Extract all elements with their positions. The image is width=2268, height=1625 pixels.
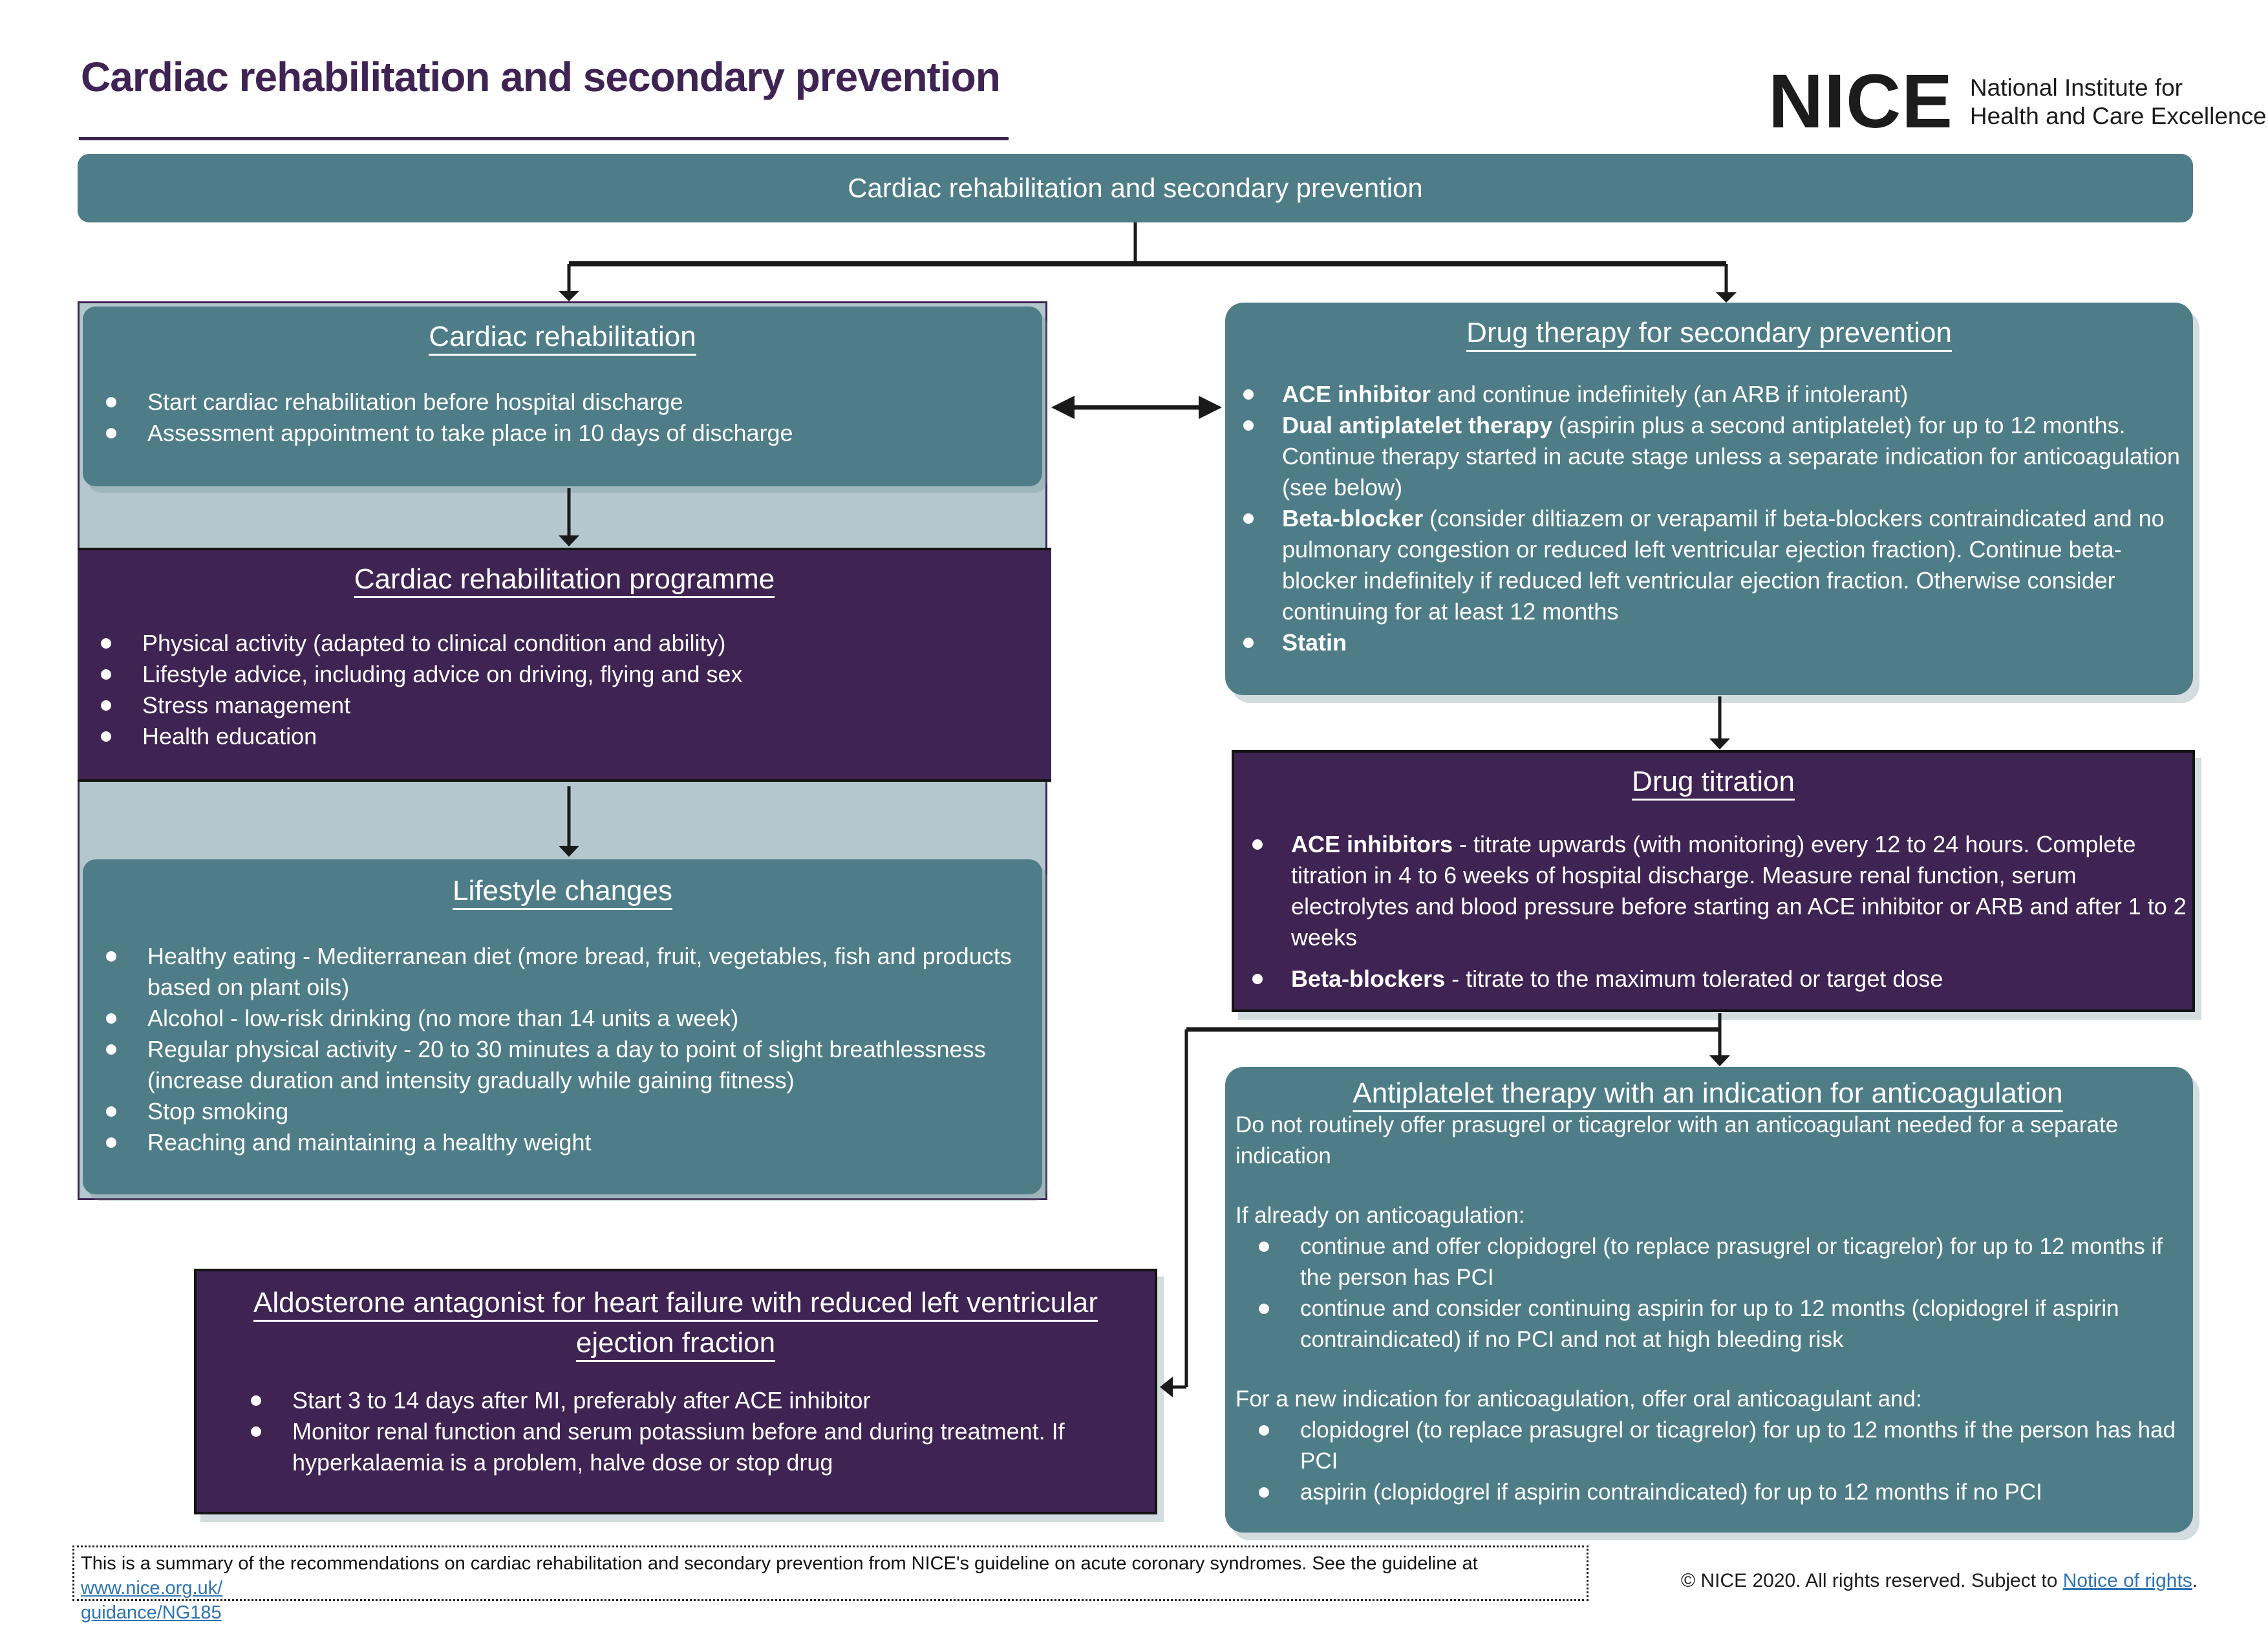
cardiac-rehabilitation-bullets (83, 387, 1042, 449)
connector-rehab-drugtherapy-bidirectional (1051, 396, 1222, 419)
footer-summary-box (72, 1545, 1589, 1623)
arrow-left-icon (1051, 396, 1075, 419)
copyright-period: . (2192, 1570, 2198, 1591)
box-drug-therapy-title: Drug therapy for secondary prevention (1466, 317, 1952, 349)
nice-logo-tagline-line2: Health and Care Excellence (1969, 103, 2267, 130)
drug-titration-bullets (1234, 829, 2192, 995)
box-rehabilitation-programme (78, 548, 1051, 782)
bullet-rest: (aspirin plus a second antiplatelet) for up to 12 months. Continue therapy started in acute stage unless a separate indication for anticoagulation (see below) (1282, 412, 2180, 500)
bullet-rest: - titrate to the maximum tolerated or target dose (1445, 965, 1943, 992)
spacer (1236, 1172, 2180, 1200)
bullet-item: Health education (78, 721, 1051, 752)
bullet-item: Physical activity (adapted to clinical condition and ability) (78, 628, 1051, 659)
arrow-right-icon (1199, 396, 1222, 419)
bullet-item: Start 3 to 14 days after MI, preferably after ACE inhibitor (215, 1385, 1137, 1416)
bullet-rest: (consider diltiazem or verapamil if beta-blockers contraindicated and no pulmonary congestion or reduced left ventricular ejection fraction). Continue beta-blocker indefinitely if reduced left ventricular ejection fraction. Otherwise consider continuing for at least 12 months (1282, 505, 2165, 625)
drug-therapy-bullets (1225, 379, 2193, 658)
arrow-left-icon (1160, 1377, 1173, 1397)
bullet-item: Monitor renal function and serum potassium before and during treatment. If hyperkalaemia is a problem, halve dose or stop drug (215, 1416, 1137, 1478)
bullet-rest: and continue indefinitely (an ARB if intolerant) (1430, 381, 1909, 407)
box-drug-titration-title: Drug titration (1632, 766, 1795, 797)
antiplatelet-intro: Do not routinely offer prasugrel or ticagrelor with an anticoagulant needed for a separate indication (1236, 1112, 2119, 1168)
arrow-down-icon (1716, 292, 1737, 303)
antiplatelet-section2-heading: For a new indication for anticoagulation, offer oral anticoagulant and: (1236, 1386, 1922, 1412)
arrow-down-icon (1709, 738, 1730, 749)
nice-logo (1768, 59, 2267, 144)
bullet-item: Start cardiac rehabilitation before hospital discharge (83, 387, 1042, 418)
footer-guideline-link-line1[interactable]: www.nice.org.uk/ (81, 1578, 223, 1598)
box-drug-titration (1232, 750, 2195, 1012)
footer-guideline-link[interactable] (81, 1578, 222, 1623)
bullet-item: Reaching and maintaining a healthy weight (83, 1127, 1042, 1158)
bullet-item: Stop smoking (83, 1096, 1042, 1127)
connector-drugtherapy-to-titration (1709, 696, 1730, 749)
notice-of-rights-link[interactable]: Notice of rights (2062, 1570, 2192, 1591)
bullet-rest: - titrate upwards (with monitoring) every 12 to 24 hours. Complete titration in 4 to 6 weeks of hospital discharge. Measure renal function, serum electrolytes and blood pressure before starting an ACE inhibitor or ARB and after 1 to 2 weeks (1291, 831, 2187, 951)
bullet-item: Stress management (78, 690, 1051, 721)
footer-summary-text: This is a summary of the recommendations on cardiac rehabilitation and secondary prevention from NICE's guideline on acute coronary syndromes. See the guideline at (81, 1553, 1478, 1574)
copyright-text: © NICE 2020. All rights reserved. Subject to (1681, 1570, 2063, 1591)
box-antiplatelet-therapy (1225, 1067, 2193, 1533)
nice-logo-tagline-line1: National Institute for (1969, 74, 2183, 101)
antiplatelet-section1-heading: If already on anticoagulation: (1236, 1203, 1525, 1228)
bullet-item (1225, 410, 2193, 503)
nice-logo-tagline (1970, 63, 2267, 131)
arrow-down-icon (559, 291, 579, 301)
box-drug-therapy (1225, 303, 2193, 695)
rehabilitation-programme-bullets (78, 628, 1051, 752)
bullet-item: clopidogrel (to replace prasugrel or ticagrelor) for up to 12 months if the person has had PCI (1236, 1415, 2180, 1477)
bullet-item: Healthy eating - Mediterranean diet (more bread, fruit, vegetables, fish and products based on plant oils) (83, 941, 1042, 1003)
banner-cardiac-rehab (78, 154, 2193, 222)
bullet-lead: ACE inhibitors (1291, 831, 1453, 857)
bullet-lead: ACE inhibitor (1282, 381, 1431, 407)
antiplatelet-section2-bullets (1236, 1415, 2180, 1508)
bullet-lead: Beta-blocker (1282, 505, 1424, 532)
footer-guideline-link-line2[interactable]: guidance/NG185 (81, 1602, 222, 1623)
cardiac-rehab-pathway-panel (78, 301, 1047, 1200)
bullet-item: aspirin (clopidogrel if aspirin contraindicated) for up to 12 months if no PCI (1236, 1477, 2180, 1508)
spacer (1236, 1355, 2180, 1384)
bullet-item: continue and offer clopidogrel (to replace prasugrel or ticagrelor) for up to 12 months if the person has PCI (1236, 1231, 2180, 1293)
lifestyle-changes-bullets (83, 941, 1042, 1158)
bullet-item: Regular physical activity - 20 to 30 minutes a day to point of slight breathlessness (increase duration and intensity gradually while gaining fitness) (83, 1034, 1042, 1096)
bullet-item (1234, 963, 2192, 995)
box-lifestyle-changes (83, 859, 1042, 1194)
bullet-item (1225, 627, 2193, 658)
box-aldosterone-antagonist-title: Aldosterone antagonist for heart failure with reduced left ventricular ejection fraction (253, 1287, 1098, 1359)
box-aldosterone-antagonist (194, 1269, 1157, 1514)
box-lifestyle-changes-title: Lifestyle changes (453, 875, 672, 907)
bullet-item (1225, 379, 2193, 410)
bullet-item: Assessment appointment to take place in 10 days of discharge (83, 418, 1042, 449)
bullet-item: Lifestyle advice, including advice on driving, flying and sex (78, 659, 1051, 690)
box-antiplatelet-therapy-title: Antiplatelet therapy with an indication for anticoagulation (1353, 1077, 2063, 1109)
page-title: Cardiac rehabilitation and secondary prevention (81, 54, 1000, 100)
bullet-item (1234, 829, 2192, 953)
bullet-lead: Dual antiplatelet therapy (1282, 412, 1553, 438)
box-cardiac-rehabilitation (83, 307, 1042, 486)
arrow-down-icon (1709, 1055, 1730, 1066)
box-rehabilitation-programme-title: Cardiac rehabilitation programme (354, 563, 775, 595)
title-underline (79, 137, 1009, 140)
bullet-lead: Beta-blockers (1291, 965, 1446, 992)
bullet-item: Alcohol - low-risk drinking (no more than 14 units a week) (83, 1003, 1042, 1034)
bullet-item: continue and consider continuing aspirin for up to 12 months (clopidogrel if aspirin contraindicated) if no PCI and not at high bleeding risk (1236, 1293, 2180, 1355)
nice-logo-wordmark: NICE (1768, 59, 1953, 144)
bullet-item (1225, 503, 2193, 627)
antiplatelet-section1-bullets (1236, 1231, 2180, 1355)
connector-banner-split (559, 222, 1737, 303)
box-cardiac-rehabilitation-title: Cardiac rehabilitation (429, 321, 696, 352)
banner-label: Cardiac rehabilitation and secondary prevention (848, 173, 1423, 203)
aldosterone-bullets (215, 1385, 1137, 1478)
footer-copyright (1681, 1570, 2263, 1592)
bullet-lead: Statin (1282, 629, 1347, 656)
